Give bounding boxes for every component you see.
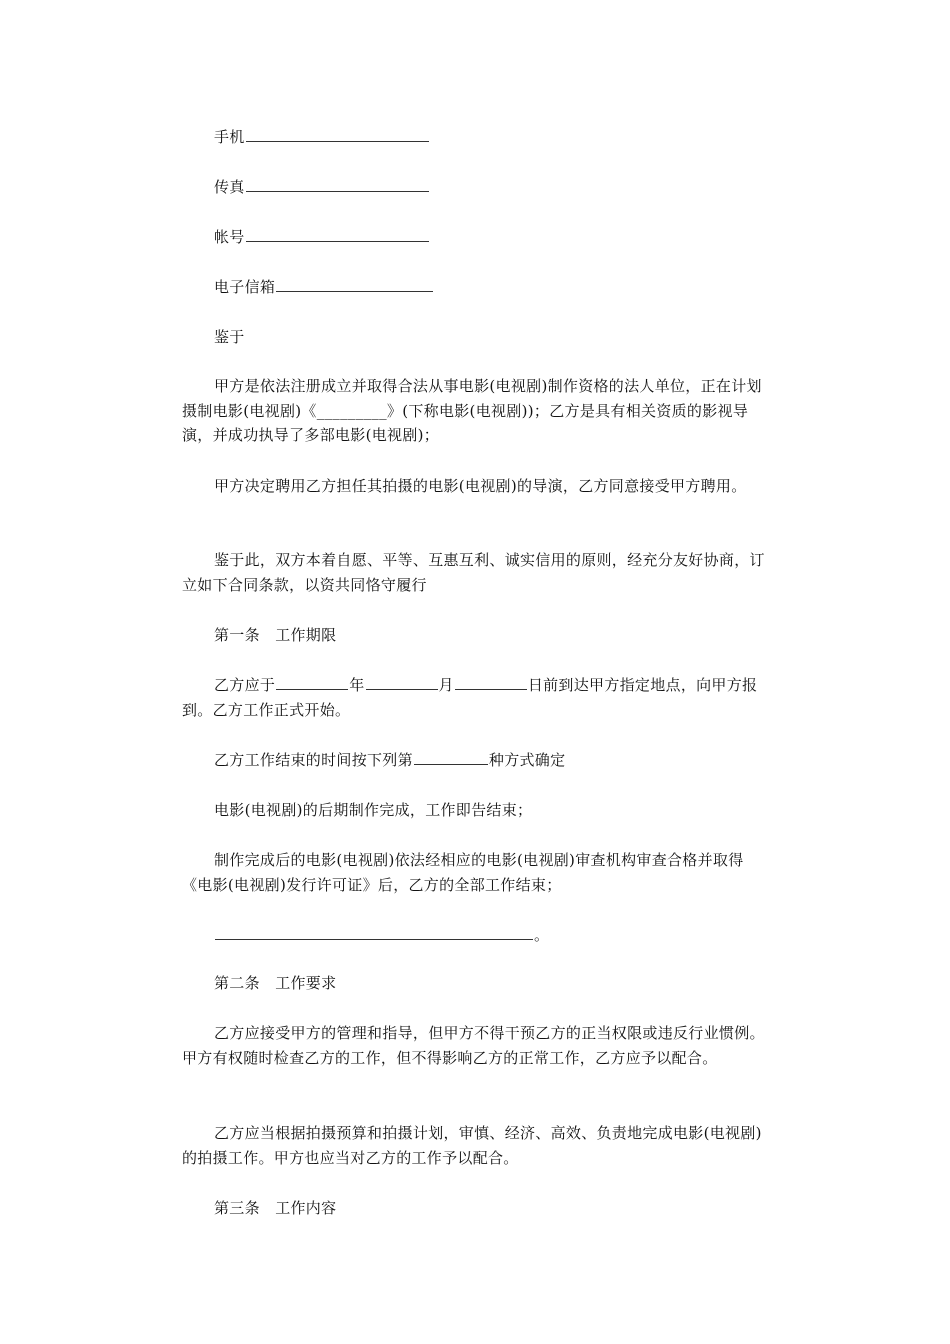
end-method-text-1: 乙方工作结束的时间按下列第 bbox=[214, 751, 413, 769]
fax-blank bbox=[246, 177, 429, 192]
account-blank bbox=[246, 227, 429, 242]
email-label: 电子信箱 bbox=[214, 278, 276, 296]
article-3-heading: 第三条 工作内容 bbox=[214, 1199, 337, 1217]
preamble-paragraph-1: 甲方是依法注册成立并取得合法从事电影(电视剧)制作资格的法人单位，正在计划摄制电影(电视剧)《_________》(下称电影(电视剧))；乙方是具有相关资质的影视导演，并成功执导了多部电影(电视剧)； bbox=[182, 377, 762, 444]
article-1-heading: 第一条 工作期限 bbox=[214, 626, 337, 644]
account-field-line bbox=[182, 225, 770, 250]
report-text-1: 乙方应于 bbox=[214, 676, 276, 694]
report-month-label: 月 bbox=[438, 676, 454, 694]
phone-label: 手机 bbox=[214, 128, 245, 146]
preamble-paragraph-2: 甲方决定聘用乙方担任其拍摄的电影(电视剧)的导演，乙方同意接受甲方聘用。 bbox=[214, 477, 747, 495]
article-2-heading: 第二条 工作要求 bbox=[214, 974, 337, 992]
report-year-label: 年 bbox=[349, 676, 365, 694]
article-1-end-method bbox=[182, 748, 770, 773]
phone-field-line bbox=[182, 125, 770, 150]
end-method-blank bbox=[414, 750, 488, 765]
article-1-option-2: 制作完成后的电影(电视剧)依法经相应的电影(电视剧)审查机构审查合格并取得《电影(电视剧)发行许可证》后，乙方的全部工作结束； bbox=[182, 851, 744, 894]
article-2-paragraph-1: 乙方应接受甲方的管理和指导，但甲方不得干预乙方的正当权限或违反行业惯例。甲方有权随时检查乙方的工作，但不得影响乙方的正常工作，乙方应予以配合。 bbox=[182, 1024, 765, 1067]
email-field-line bbox=[182, 275, 770, 300]
whereas-heading: 鉴于 bbox=[214, 328, 245, 346]
article-2-paragraph-2: 乙方应当根据拍摄预算和拍摄计划，审慎、经济、高效、负责地完成电影(电视剧)的拍摄工作。甲方也应当对乙方的工作予以配合。 bbox=[182, 1124, 762, 1167]
report-year-blank bbox=[276, 675, 348, 690]
email-blank bbox=[276, 277, 433, 292]
account-label: 帐号 bbox=[214, 228, 245, 246]
report-day-blank bbox=[455, 675, 527, 690]
end-method-text-2: 种方式确定 bbox=[488, 751, 566, 769]
fax-field-line bbox=[182, 175, 770, 200]
article-1-report-paragraph bbox=[182, 673, 770, 722]
report-month-blank bbox=[366, 675, 438, 690]
article-1-option-3 bbox=[182, 923, 770, 948]
fax-label: 传真 bbox=[214, 178, 245, 196]
report-text-2: 日前到达甲方指定地点，向甲方报到。乙方工作正式开始。 bbox=[182, 676, 758, 719]
preamble-paragraph-3: 鉴于此，双方本着自愿、平等、互惠互利、诚实信用的原则，经充分友好协商，订立如下合同条款，以资共同恪守履行 bbox=[182, 551, 765, 594]
option-3-blank bbox=[215, 925, 533, 940]
option-3-end: 。 bbox=[534, 926, 550, 944]
article-1-option-1: 电影(电视剧)的后期制作完成，工作即告结束； bbox=[214, 801, 533, 819]
phone-blank bbox=[246, 127, 429, 142]
